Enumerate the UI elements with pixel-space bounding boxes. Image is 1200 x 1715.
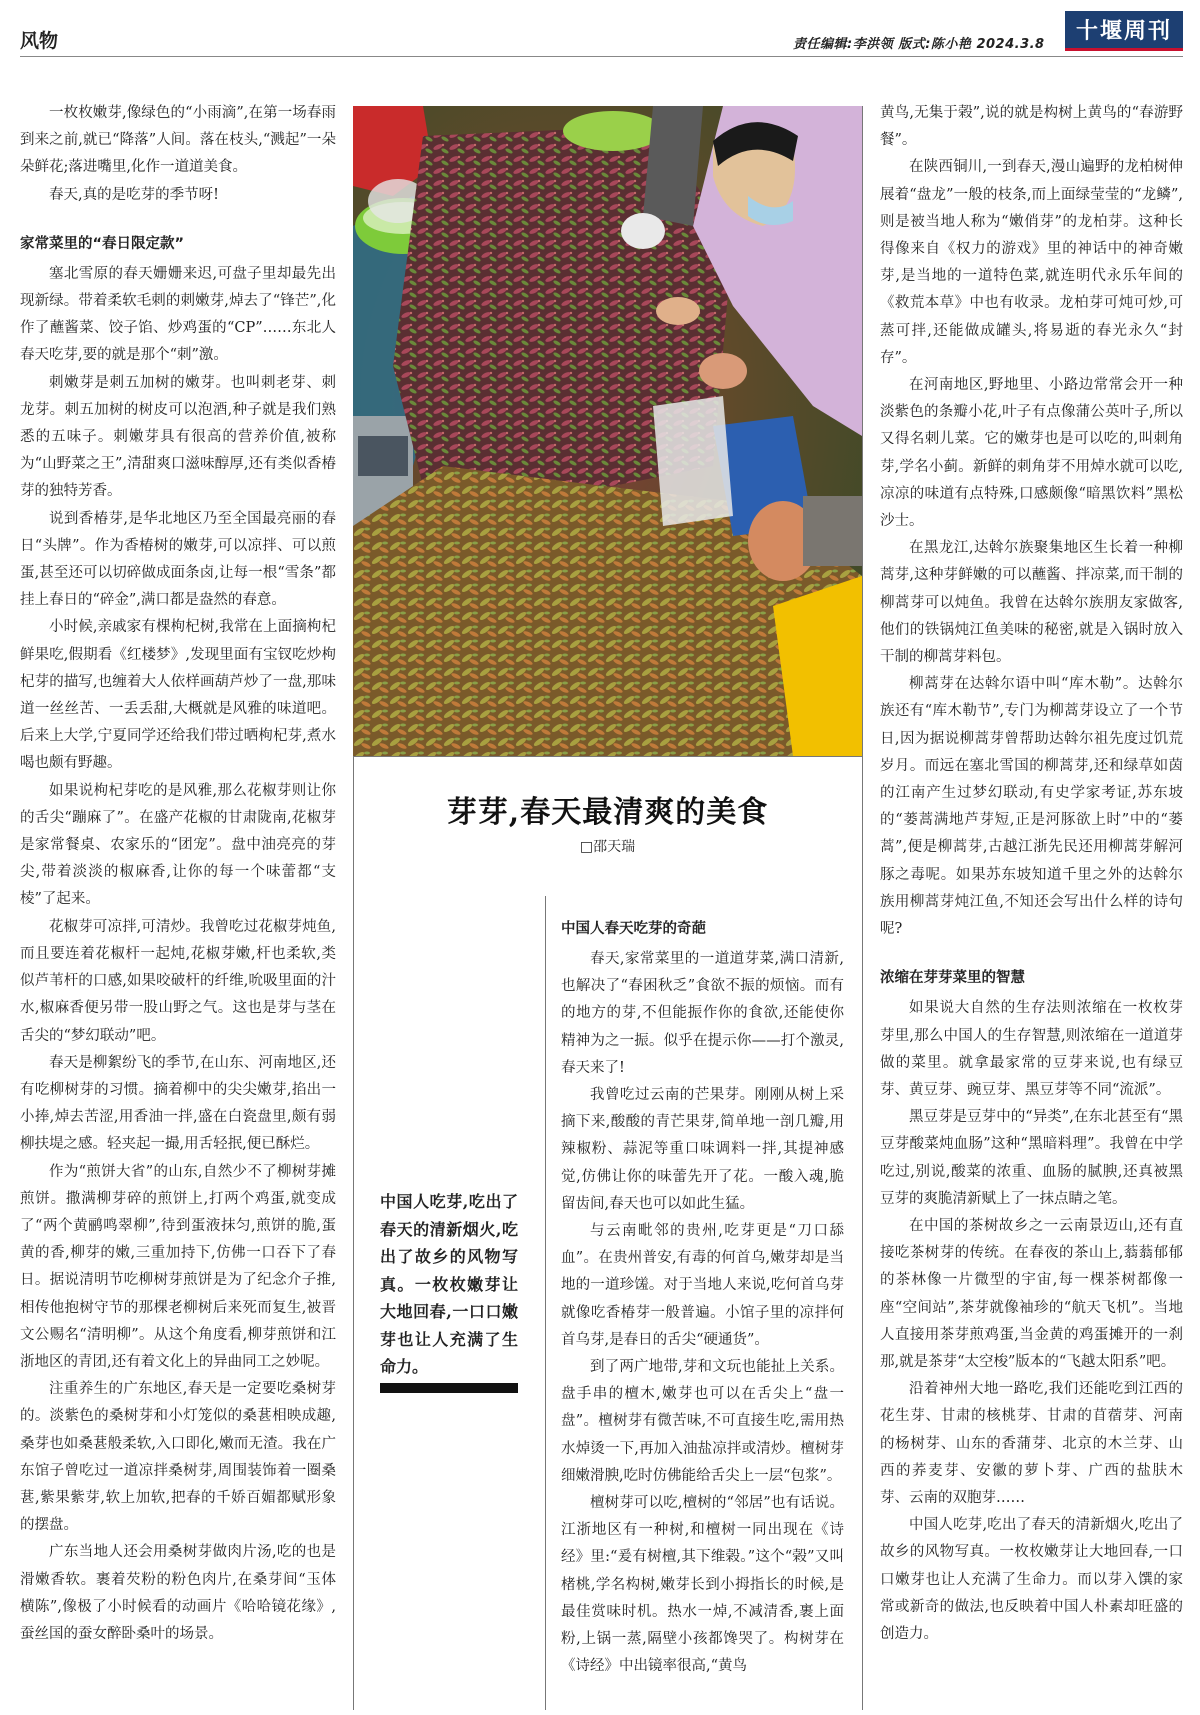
paragraph: 一枚枚嫩芽,像绿色的“小雨滴”,在第一场春雨到来之前,就已“降落”人间。落在枝头,“溅起”一朵朵鲜花;落进嘴里,化作一道道美食。 (20, 105, 336, 176)
paragraph: 中国人吃芽,吃出了春天的清新烟火,吃出了故乡的风物写真。一枚枚嫩芽让大地回春,一口口嫩芽也让人充满了生命力。而以芽入馔的家常或新奇的做法,也反映着中国人朴素却旺盛的创造力。 (880, 1517, 1183, 1642)
paragraph: 我曾吃过云南的芒果芽。刚刚从树上采摘下来,酸酸的青芒果芽,简单地一剖几瓣,用辣椒粉、蒜泥等重口味调料一拌,其提神感觉,仿佛让你的味蕾先开了花。一酸入魂,脆留齿间,春天也可以如此生猛。 (561, 1087, 844, 1212)
masthead-accent-bar (1065, 48, 1183, 51)
paragraph: 刺嫩芽是刺五加树的嫩芽。也叫刺老芽、刺龙芽。刺五加树的树皮可以泡酒,种子就是我们熟悉的五味子。刺嫩芽具有很高的营养价值,被称为“山野菜之王”,清甜爽口滋味醇厚,还有类似香椿芽的独特芳香。 (20, 374, 336, 500)
section-heading: 浓缩在芽芽菜里的智慧 (880, 970, 1025, 987)
text-column-1 (20, 100, 336, 1710)
section-heading: 家常菜里的“春日限定款” (20, 235, 185, 252)
paragraph: 檀树芽可以吃,檀树的“邻居”也有话说。江浙地区有一种树,和檀树一同出现在《诗经》里:“爰有树檀,其下维榖。”这个“榖”又叫楮桃,学名构树,嫩芽长到小拇指长的时候,是最佳赏味时机。热水一焯,不减清香,裹上面粉,上锅一蒸,隔壁小孩都馋哭了。构树芽在《诗经》中出镜率很高,“黄鸟 (561, 1495, 844, 1675)
column-divider-right (862, 106, 863, 1710)
masthead-text: 十堰周刊 (1075, 18, 1172, 44)
paragraph: 广东当地人还会用桑树芽做肉片汤,吃的也是滑嫩香软。裹着芡粉的粉色肉片,在桑芽间“玉体横陈”,像极了小时候看的动画片《哈哈镜花缘》,蚕丝国的蚕女醉卧桑叶的场景。 (20, 1544, 336, 1642)
paragraph: 在黑龙江,达斡尔族聚集地区生长着一种柳蒿芽,这种芽鲜嫩的可以蘸酱、拌凉菜,而干制的柳蒿芽可以炖鱼。我曾在达斡尔族朋友家做客,他们的铁锅炖江鱼美味的秘密,就是入锅时放入干制的柳蒿芽料包。 (880, 540, 1183, 666)
paragraph: 花椒芽可凉拌,可清炒。我曾吃过花椒芽炖鱼,而且要连着花椒杆一起炖,花椒芽嫩,杆也柔软,类似芦苇杆的口感,如果咬破杆的纤维,吮吸里面的汁水,椒麻香便另带一股山野之气。这也是芽与茎在舌尖的“梦幻联动”吧。 (20, 918, 336, 1044)
text-column-2 (561, 918, 844, 1710)
pull-quote: 中国人吃芽,吃出了春天的清新烟火,吃出了故乡的风物写真。一枚枚嫩芽让大地回春,一口口嫩芽也让人充满了生命力。 (380, 1192, 518, 1376)
article-byline: □邵天瑞 (579, 839, 636, 855)
paragraph: 作为“煎饼大省”的山东,自然少不了柳树芽摊煎饼。撒满柳芽碎的煎饼上,打两个鸡蛋,就变成了“两个黄鹂鸣翠柳”,待到蛋液抹匀,煎饼的脆,蛋黄的香,柳芽的嫩,三重加持下,仿佛一口吞下了春日。据说清明节吃柳树芽煎饼是为了纪念介子推,相传他抱树守节的那棵老柳树后来死而复生,被晋文公赐名“清明柳”。从这个角度看,柳芽煎饼和江浙地区的青团,还有着文化上的异曲同工之妙呢。 (20, 1163, 336, 1370)
header-divider (20, 56, 1183, 57)
paragraph: 说到香椿芽,是华北地区乃至全国最亮丽的春日“头牌”。作为香椿树的嫩芽,可以凉拌、可以煎蛋,甚至还可以切碎做成面条卤,让每一根“雪条”都挂上春日的“碎金”,满口都是盎然的春意。 (20, 510, 336, 609)
editor-credit-line: 责任编辑:李洪领 版式:陈小艳 2024.3.8 (793, 37, 1045, 52)
paragraph: 沿着神州大地一路吃,我们还能吃到江西的花生芽、甘肃的核桃芽、甘肃的苜蓿芽、河南的杨树芽、山东的香蒲芽、北京的木兰芽、山西的荞麦芽、安徽的萝卜芽、广西的盐肤木芽、云南的双胞芽…… (880, 1381, 1183, 1506)
paragraph: 春天是柳絮纷飞的季节,在山东、河南地区,还有吃柳树芽的习惯。摘着柳中的尖尖嫩芽,掐出一小捧,焯去苦涩,用香油一拌,盛在白瓷盘里,颇有弱柳扶堤之感。轻夹起一撮,用舌轻抿,便已酥烂。 (20, 1054, 336, 1153)
photo-bottom-rule (353, 756, 863, 757)
paragraph: 在陕西铜川,一到春天,漫山遍野的龙柏树伸展着“盘龙”一般的枝条,而上面绿莹莹的“龙鳞”,则是被当地人称为“嫩俏芽”的龙柏芽。这种长得像来自《权力的游戏》里的神话中的神奇嫩芽,是当地的一道特色菜,就连明代永乐年间的《救荒本草》中也有收录。龙柏芽可炖可炒,可蒸可拌,还能做成罐头,将易逝的春光永久“封存”。 (880, 159, 1183, 366)
paragraph: 如果说大自然的生存法则浓缩在一枚枚芽芽里,那么中国人的生存智慧,则浓缩在一道道芽做的菜里。就拿最家常的豆芽来说,也有绿豆芽、黄豆芽、豌豆芽、黑豆芽等不同“流派”。 (880, 1000, 1183, 1098)
paragraph: 黑豆芽是豆芽中的“异类”,在东北甚至有“黑豆芽酸菜炖血肠”这种“黑暗料理”。我曾在中学吃过,别说,酸菜的浓重、血肠的腻腴,还真被黑豆芽的爽脆清新赋上了一抹点睛之笔。 (880, 1109, 1183, 1207)
masthead-logo (1065, 11, 1183, 51)
paragraph: 到了两广地带,芽和文玩也能扯上关系。盘手串的檀木,嫩芽也可以在舌尖上“盘一盘”。檀树芽有微苦味,不可直接生吃,需用热水焯烫一下,再加入油盐凉拌或清炒。檀树芽细嫩滑腴,吃时仿佛能给舌尖上一层“包浆”。 (561, 1359, 844, 1484)
paragraph: 在河南地区,野地里、小路边常常会开一种淡紫色的条瓣小花,叶子有点像蒲公英叶子,所以又得名刺儿菜。它的嫩芽也是可以吃的,叫刺角芽,学名小蓟。新鲜的刺角芽不用焯水就可以吃,凉凉的味道有点特殊,口感颇像“暗黑饮料”黑松沙士。 (880, 377, 1183, 530)
text-column-3 (880, 100, 1183, 1710)
market-sprouts-photo (353, 106, 862, 756)
paragraph: 如果说枸杞芽吃的是风雅,那么花椒芽则让你的舌尖“蹦麻了”。在盛产花椒的甘肃陇南,花椒芽是家常餐桌、农家乐的“团宠”。盘中油亮亮的芽尖,带着淡淡的椒麻香,让你的每一个味蕾都“支棱”了起来。 (20, 782, 336, 908)
paragraph: 小时候,亲戚家有棵枸杞树,我常在上面摘枸杞鲜果吃,假期看《红楼梦》,发现里面有宝钗吃炒枸杞芽的描写,也缠着大人依样画葫芦炒了一盘,那味道一丝丝苦、一丢丢甜,大概就是风雅的味道吧。后来上大学,宁夏同学还给我们带过晒枸杞芽,煮水喝也颇有野趣。 (20, 619, 336, 772)
paragraph: 塞北雪原的春天姗姗来迟,可盘子里却最先出现新绿。带着柔软毛刺的刺嫩芽,焯去了“锋芒”,化作了蘸酱菜、饺子馅、炒鸡蛋的“CP”……东北人春天吃芽,要的就是那个“刺”激。 (20, 265, 336, 364)
article-headline: 芽芽,春天最清爽的美食 (446, 795, 769, 830)
section-title: 风物 (20, 30, 59, 52)
paragraph: 与云南毗邻的贵州,吃芽更是“刀口舔血”。在贵州普安,有毒的何首乌,嫩芽却是当地的一道珍馐。对于当地人来说,吃何首乌芽就像吃香椿芽一般普遍。小馆子里的凉拌何首乌芽,是春日的舌尖“硬通货”。 (561, 1223, 844, 1348)
pull-quote-bar (380, 1383, 518, 1393)
paragraph: 黄鸟,无集于榖”,说的就是构树上黄鸟的“春游野餐”。 (880, 105, 1183, 149)
paragraph: 在中国的茶树故乡之一云南景迈山,还有直接吃茶树芽的传统。在春夜的茶山上,蓊蓊郁郁的茶林像一片微型的宇宙,每一棵茶树都像一座“空间站”,茶芽就像袖珍的“航天飞机”。当地人直接用茶芽煎鸡蛋,当金黄的鸡蛋摊开的一刹那,就是茶芽“太空梭”版本的“飞越太阳系”吧。 (880, 1217, 1183, 1370)
section-heading: 中国人春天吃芽的奇葩 (561, 921, 706, 937)
paragraph: 柳蒿芽在达斡尔语中叫“库木勒”。达斡尔族还有“库木勒节”,专门为柳蒿芽设立了一个节日,因为据说柳蒿芽曾帮助达斡尔祖先度过饥荒岁月。而远在塞北雪国的柳蒿芽,还和绿草如茵的江南产生过梦幻联动,有史学家考证,苏东坡的“蒌蒿满地芦芽短,正是河豚欲上时”中的“蒌蒿”,便是柳蒿芽,古越江浙先民还用柳蒿芽解河豚之毒呢。如果苏东坡知道千里之外的达斡尔族用柳蒿芽炖江鱼,不知还会写出什么样的诗句呢? (880, 676, 1183, 938)
paragraph: 春天,家常菜里的一道道芽菜,满口清新,也解决了“春困秋乏”食欲不振的烦恼。而有的地方的芽,不但能振作你的食欲,还能使你精神为之一振。似乎在提示你——打个激灵,春天来了! (561, 951, 844, 1076)
paragraph: 注重养生的广东地区,春天是一定要吃桑树芽的。淡紫色的桑树芽和小灯笼似的桑葚相映成趣,桑芽也如桑葚般柔软,入口即化,嫩而无渣。我在广东馆子曾吃过一道凉拌桑树芽,周围装饰着一圈桑葚,紫果紫芽,软上加软,把春的千娇百媚都赋形象的摆盘。 (20, 1381, 336, 1534)
column-divider-middle (545, 896, 546, 1710)
paragraph: 春天,真的是吃芽的季节呀! (49, 186, 219, 203)
